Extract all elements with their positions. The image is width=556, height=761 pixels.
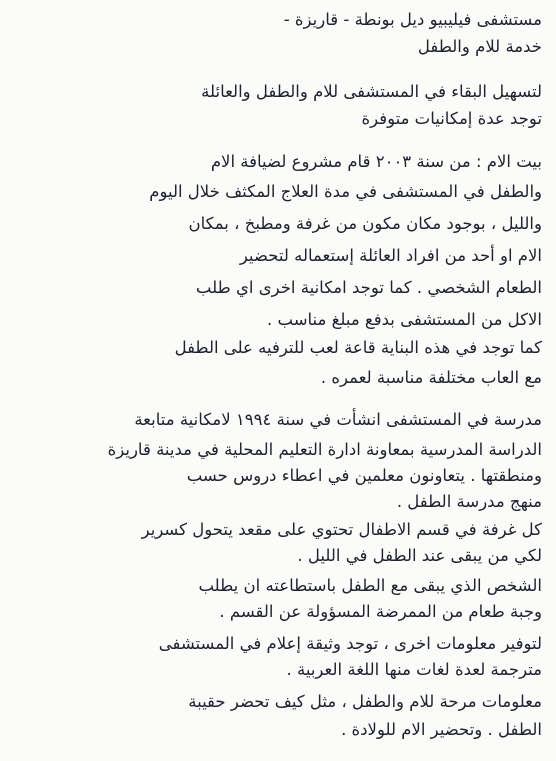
playroom-line: مع العاب مختلفة مناسبة لعمره . bbox=[320, 368, 542, 387]
mother-house-line: والطفل في المستشفى في مدة العلاج المكثف خلال اليوم bbox=[149, 182, 542, 201]
mother-house-line: الطعام الشخصي . كما توجد امكانية اخرى اي طلب bbox=[195, 278, 542, 297]
mother-house-line: الاكل من المستشفى بدفع مبلغ مناسب . bbox=[267, 310, 542, 329]
tips-line: الطفل . وتحضير الام للولادة . bbox=[341, 720, 542, 739]
info-line: مترجمة لعدة لغات منها اللغة العربية . bbox=[286, 660, 542, 679]
room-line: كل غرفة في قسم الاطفال تحتوي على مقعد يتحول كسرير bbox=[141, 520, 542, 539]
header-subtitle-line: خدمة للام والطفل bbox=[417, 37, 542, 56]
info-line: لتوفير معلومات اخرى ، توجد وثيقة إعلام في المستشفى bbox=[158, 634, 542, 653]
intro-line: توجد عدة إمكانيات متوفرة bbox=[361, 109, 542, 128]
mother-house-line: بيت الام : من سنة ٢٠٠٣ قام مشروع لضيافة الام bbox=[210, 152, 542, 171]
school-line: منهج مدرسة الطفل . bbox=[396, 492, 542, 511]
playroom-line: كما توجد في هذه البناية قاعة لعب للترفيه على الطفل bbox=[174, 338, 542, 357]
school-line: ومنطقتها . يتعاونون معلمين في اعطاء دروس حسب bbox=[186, 466, 542, 485]
meal-line: وجبة طعام من الممرضة المسؤولة عن القسم . bbox=[219, 602, 542, 621]
school-line: مدرسة في المستشفى انشأت في سنة ١٩٩٤ لامكانية متابعة bbox=[134, 410, 542, 429]
room-line: لكي من يبقى عند الطفل في الليل . bbox=[297, 546, 542, 565]
intro-line: لتسهيل البقاء في المستشفى للام والطفل والعائلة bbox=[201, 82, 542, 101]
mother-house-line: الام او أحد من افراد العائلة إستعماله لتحضير bbox=[239, 246, 542, 265]
mother-house-line: والليل ، بوجود مكان مكون من غرفة ومطبخ ، بمكان bbox=[188, 214, 542, 233]
school-line: الدراسة المدرسية بمعاونة ادارة التعليم المحلية في مدينة قاريزة bbox=[107, 440, 542, 459]
meal-line: الشخص الذي يبقى مع الطفل باستطاعته ان يطلب bbox=[198, 576, 542, 595]
header-line: مستشفى فيليبيو ديل بونطة - قاريزة - bbox=[283, 10, 542, 29]
tips-line: معلومات مرحة للام والطفل ، مثل كيف تحضر حقيبة bbox=[188, 692, 542, 711]
